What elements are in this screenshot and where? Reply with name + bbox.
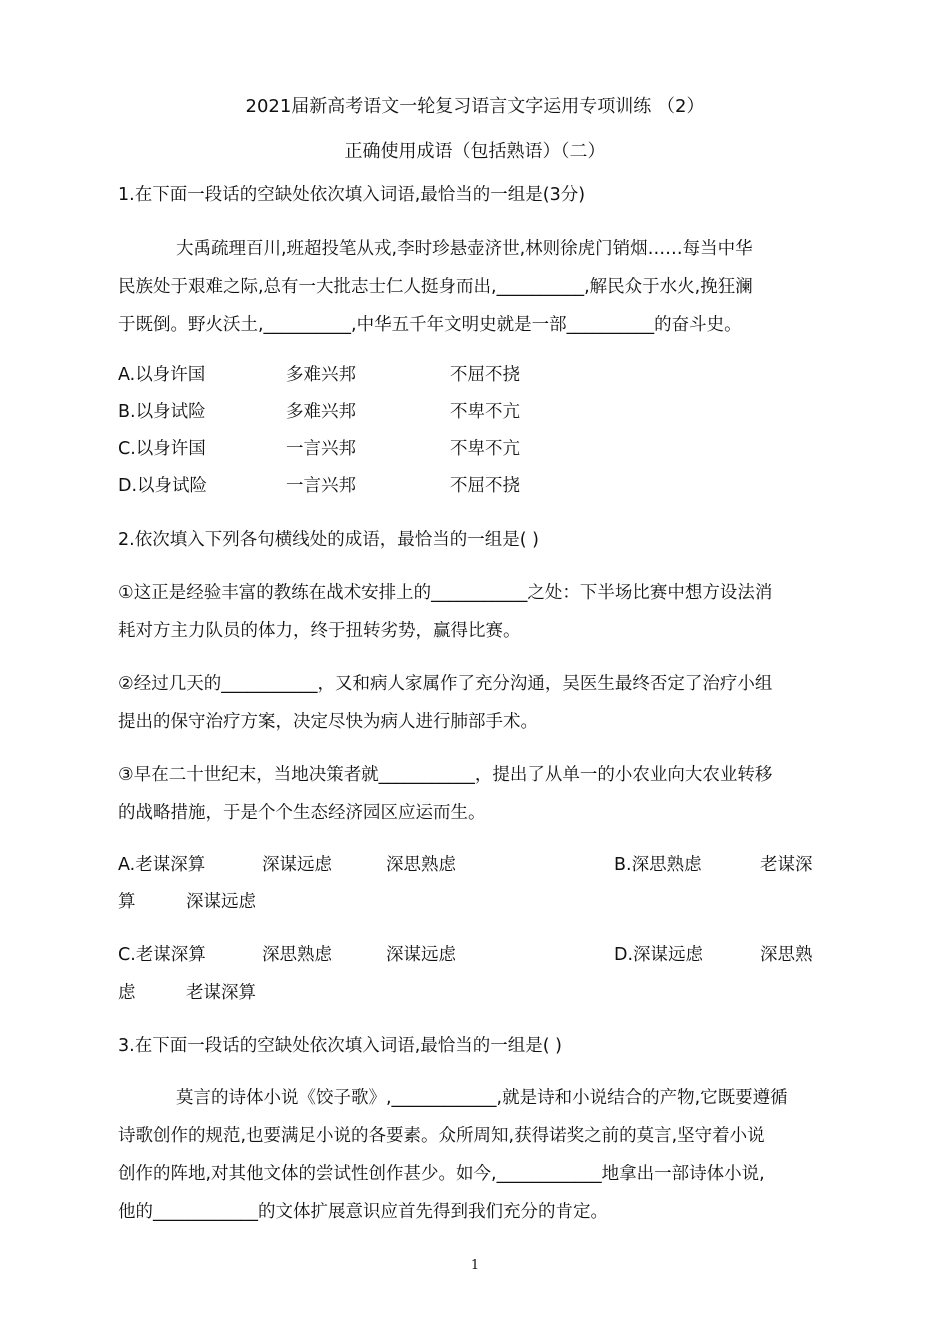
q2-option-b-word2-wrap: 算 [118,892,136,912]
q3-stem: 3.在下面一段话的空缺处依次填入词语,最恰当的一组是( ) [118,1036,562,1056]
q2-option-c: C.老谋深算 [118,945,206,965]
q2-option-b-word2: 老谋深 [760,855,813,875]
q3-passage-line: 莫言的诗体小说《饺子歌》,____________,就是诗和小说结合的产物,它既要遵循 [176,1088,788,1108]
q2-sentence-1: ①这正是经验丰富的教练在战术安排上的___________之处：下半场比赛中想方设法消 [118,583,773,603]
document-subtitle: 正确使用成语（包括熟语）（二） [344,141,606,162]
q3-passage-line: 他的____________的文体扩展意识应首先得到我们充分的肯定。 [118,1202,608,1222]
q1-option-a-word2: 多难兴邦 [286,365,356,385]
q1-option-c-word3: 不卑不亢 [450,439,520,459]
q2-stem: 2.依次填入下列各句横线处的成语，最恰当的一组是( ) [118,530,539,550]
q2-sentence-2: ②经过几天的___________，又和病人家属作了充分沟通，吴医生最终否定了治疗小组 [118,674,773,694]
q1-passage-line: 大禹疏理百川,班超投笔从戎,李时珍悬壶济世,林则徐虎门销烟……每当中华 [176,239,753,259]
q2-option-d: D.深谋远虑 [614,945,704,965]
q2-option-a: A.老谋深算 [118,855,206,875]
q3-passage-line: 创作的阵地,对其他文体的尝试性创作甚少。如今,____________地拿出一部诗体小说, [118,1164,765,1184]
document-title: 2021届新高考语文一轮复习语言文字运用专项训练 （2） [245,96,705,117]
q1-option-d: D.以身试险 [118,476,208,496]
q2-option-d-word2: 深思熟 [760,945,813,965]
q1-option-b: B.以身试险 [118,402,206,422]
q2-sentence-3: 的战略措施，于是个个生态经济园区应运而生。 [118,803,486,823]
q2-option-d-word2-wrap: 虑 [118,983,136,1003]
q2-option-d-word3: 老谋深算 [186,983,256,1003]
q2-option-c-word2: 深思熟虑 [262,945,332,965]
q2-option-a-word3: 深思熟虑 [386,855,456,875]
page-number: 1 [470,1258,480,1273]
q2-sentence-1: 耗对方主力队员的体力，终于扭转劣势，赢得比赛。 [118,621,521,641]
q1-option-b-word2: 多难兴邦 [286,402,356,422]
q2-option-b-word3: 深谋远虑 [186,892,256,912]
q1-option-d-word3: 不屈不挠 [450,476,520,496]
q2-option-a-word2: 深谋远虑 [262,855,332,875]
q1-option-a: A.以身许国 [118,365,206,385]
q1-option-d-word2: 一言兴邦 [286,476,356,496]
q2-option-b: B.深思熟虑 [614,855,702,875]
q1-stem: 1.在下面一段话的空缺处依次填入词语,最恰当的一组是(3分) [118,185,586,205]
q1-passage-line: 于既倒。野火沃土,__________,中华五千年文明史就是一部__________的奋斗史。 [118,315,742,335]
q1-option-b-word3: 不卑不亢 [450,402,520,422]
q2-sentence-3: ③早在二十世纪末，当地决策者就___________，提出了从单一的小农业向大农业转移 [118,765,773,785]
q3-passage-line: 诗歌创作的规范,也要满足小说的各要素。众所周知,获得诺奖之前的莫言,坚守着小说 [118,1126,765,1146]
q2-sentence-2: 提出的保守治疗方案，决定尽快为病人进行肺部手术。 [118,712,538,732]
q1-passage-line: 民族处于艰难之际,总有一大批志士仁人挺身而出,__________,解民众于水火,挽狂澜 [118,277,753,297]
q1-option-a-word3: 不屈不挠 [450,365,520,385]
q1-option-c-word2: 一言兴邦 [286,439,356,459]
q1-option-c: C.以身许国 [118,439,206,459]
q2-option-c-word3: 深谋远虑 [386,945,456,965]
